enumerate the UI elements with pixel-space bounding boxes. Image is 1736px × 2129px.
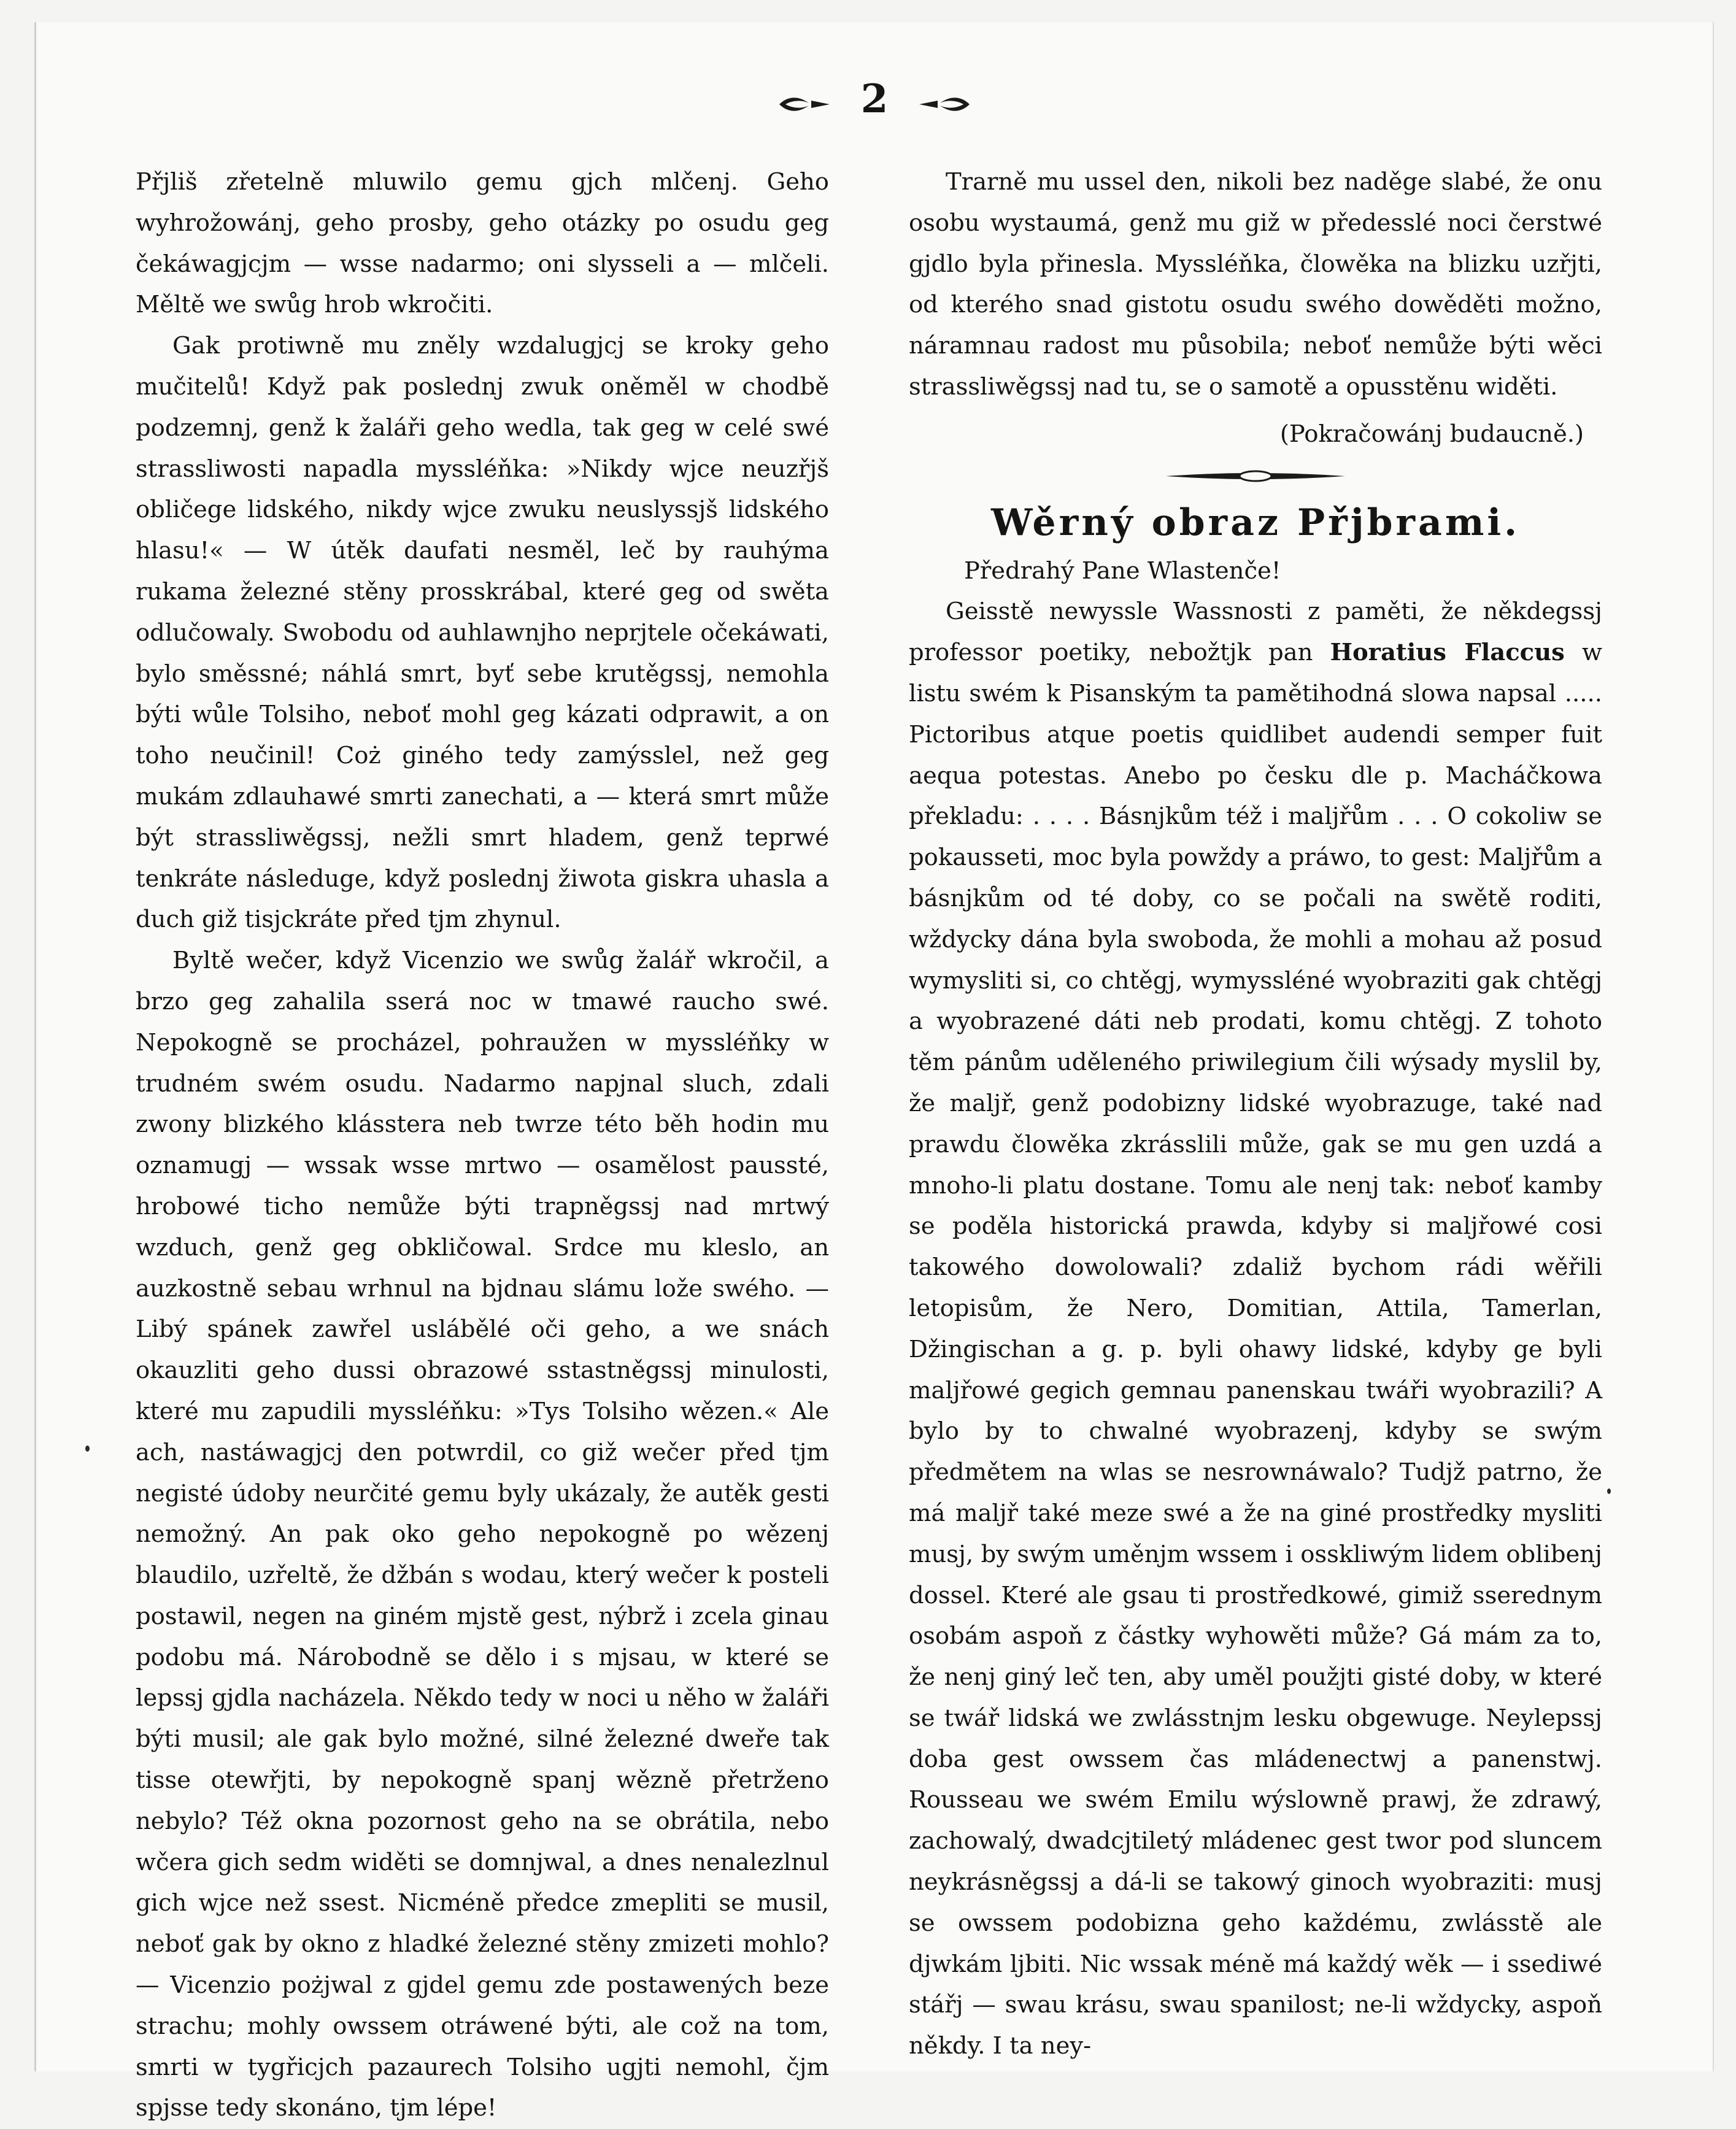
page-header (36, 76, 1713, 125)
continuation-note: (Pokračowánj budaucně.) (1279, 420, 1584, 448)
body-text: Geisstě newyssle Wassnosti z paměti, že někdegssj professor poetiky, nebožtjk pan (909, 598, 1602, 667)
paragraph: Přjliš zřetelně mluwilo gemu gjch mlčenj. Geho wyhrožowánj, geho prosby, geho otázky po osudu geg čekáwagjcjm — wsse nadarmo; oni slysseli a — mlčeli. Měltě we swůg hrob wkročiti. (136, 168, 829, 319)
body-text: Anebo po česku dle p. Macháčkowa překladu: . . . . Básnjkům též i maljřům . . . O cokoliw se pokausseti, moc byla powždy a práwo, to gest: Maljřům a básnjkům od té doby, co se počali na swětě roditi, wždycky dána byla swoboda, že mohli a mohau až posud wymysliti si, co chtěgj, wymyssléné wyobraziti gak chtěgj a wyobrazené dáti neb prodati, komu chtěgj. Z tohoto těm pánům uděleného priwilegium čili wýsady myslil by, že maljř, genž podobizny lidské wyobrazuge, také nad prawdu člowěka zkrásslili může, gak se mu gen uzdá a mnoho-li platu dostane. Tomu ale nenj tak: neboť kamby se poděla historická prawda, kdyby si maljřowé cosi takowého dowolowali? zdaliž bychom rádi wěřili letopisům, že Nero, Domitian, Attila, Tamerlan, Džingischan a g. p. byli ohawy lidské, kdyby ge byli maljřowé gegich gemnau panenskau twáři wyobrazili? A bylo by to chwalné wyobrazenj, kdyby se swým předmětem na wlas se nesrownáwalo? Tudjž patrno, že má maljř také meze swé a že na giné prostředky mysliti musj, by swým uměnjm wssem i osskliwým lidem oblibenj dossel. Které ale gsau ti prostředkowé, gimiž sserednym osobám aspoň z částky wyhowěti může? Gá mám za to, že nenj giný leč ten, aby uměl použjti gisté doby, w které se twář lidská we zwlásstnjm lesku obgewuge. Neylepssj doba gest owssem čas mládenectwj a panenstwj. Rousseau we swém Emilu wýslowně prawj, že zdrawý, zachowalý, dwadcjtiletý mládenec gest twor pod sluncem neykrásněgssj a dá-li se takowý ginoch wyobraziti: musj se owssem podobizna geho každému, zwlásstě ale djwkám ljbiti. Nic wssak méně má každý wěk — i ssediwé stářj — swau krásu, swau spanilost; ne-li wždycky, aspoň někdy. I ta ney- (909, 761, 1602, 2060)
paragraph: Byltě wečer, když Vicenzio we swůg žalář wkročil, a brzo geg zahalila sserá noc w tmawé raucho swé. Nepokogně se procházel, pohraužen w myssléňky w trudném swém osudu. Nadarmo napjnal sluch, zdali zwony blizkého klásstera neb twrze této běh hodin mu oznamugj — wssak wsse mrtwo — osamělost paussté, hrobowé ticho nemůže býti trapněgssj nad mrtwý wzduch, genž geg obkličowal. Srdce mu kleslo, an auzkostně sebau wrhnul na bjdnau slámu lože swého. — Libý spánek zawřel uslábělé oči geho, a we snách okauzliti geho dussi obrazowé sstastněgssj minulosti, které mu zapudili myssléňku: »Tys Tolsiho wězen.« Ale ach, nastáwagjcj den potwrdil, co giž wečer před tjm negisté údoby neurčité gemu byly ukázaly, že autěk gesti nemožný. An pak oko geho nepokogně po wězenj blaudilo, uzřeltě, že džbán s wodau, který wečer k posteli postawil, negen na giném mjstě gest, nýbrž i zcela ginau podobu má. Nárobodně se dělo i s mjsau, w které se lepssj gjdla nacházela. Někdo tedy w noci u něho w žaláři býti musil; ale gak bylo možné, silné železné dweře tak tisse otewřjti, by nepokogně spanj wězně přetrženo nebylo? Též okna pozornost geho na se obrátila, nebo wčera gich sedm widěti se domnjwal, a dnes nenalezlnul gich wjce než ssest. Nicméně předce zmepliti se musil, neboť gak by okno z hladké železné stěny zmizeti mohlo? — Vicenzio pożjwal z gjdel gemu zde postawených beze strachu; mohly owssem otráwené býti, ale což na tom, smrti w tygřicjch pazaurech Tolsiho ugjti nemohl, čjm spjsse tedy skonáno, tjm lépe! (136, 947, 829, 2122)
right-column (909, 162, 1602, 2067)
latin-quote: Pictoribus atque poetis quidlibet audendi semper fuit aequa potestas. (909, 720, 1602, 790)
author-name: Horatius Flaccus (1330, 639, 1565, 667)
paragraph: Gak protiwně mu zněly wzdalugjcj se kroky geho mučitelů! Když pak poslednj zwuk oněměl w chodbě podzemnj, genž k žaláři geho wedla, tak geg w celé swé strassliwosti napadla myssléňka: »Nikdy wjce neuzřjš obličege lidského, nikdy wjce zwuku neuslyssjš lidského hlasu!« — W útěk daufati nesměl, leč by rauhýma rukama železné stěny prosskrábal, které geg od swěta odlučowaly. Swobodu od auhlawnjho neprjtele očekáwati, bylo směssné; náhlá smrt, byť sebe krutěgssj, nemohla býti wůle Tolsiho, neboť mohl geg kázati odprawit, a on toho neučinil! Coż giného tedy zamýsslel, než geg mukám zdlauhawé smrti zanechati, a — která smrt může být strassliwěgssj, nežli smrt hladem, genž teprwé tenkráte následuge, když poslednj žiwota giskra uhasla a duch giž tisjckráte před tjm zhynul. (136, 332, 829, 934)
newspaper-page (34, 22, 1714, 2122)
page-number: 2 (860, 76, 889, 122)
paragraph: Trarně mu ussel den, nikoli bez naděge slabé, že onu osobu wystaumá, genž mu giž w předesslé noci čerstwé gjdlo byla přinesla. Myssléňka, člowěka na blizku uzřjti, od kterého snad gistotu osudu swého dowěděti možno, náramnau radost mu působila; neboť nemůže býti wěci strassliwěgssj nad tu, se o samotě a opusstěnu widěti. (909, 168, 1602, 401)
salutation: Předrahý Pane Wlastenče! (964, 556, 1281, 585)
body-text: w listu swém k Pisanským ta pamětihodná slowa napsal ..... (909, 639, 1602, 707)
right-fleuron-icon (917, 79, 972, 125)
section-divider (909, 464, 1602, 488)
ink-speck (1607, 1488, 1611, 1494)
ink-speck (85, 1446, 90, 1452)
left-fleuron-icon (777, 79, 832, 125)
article-body (909, 591, 1602, 2067)
left-column (136, 162, 829, 2129)
article-title: Wěrný obraz Přjbrami. (990, 501, 1521, 544)
